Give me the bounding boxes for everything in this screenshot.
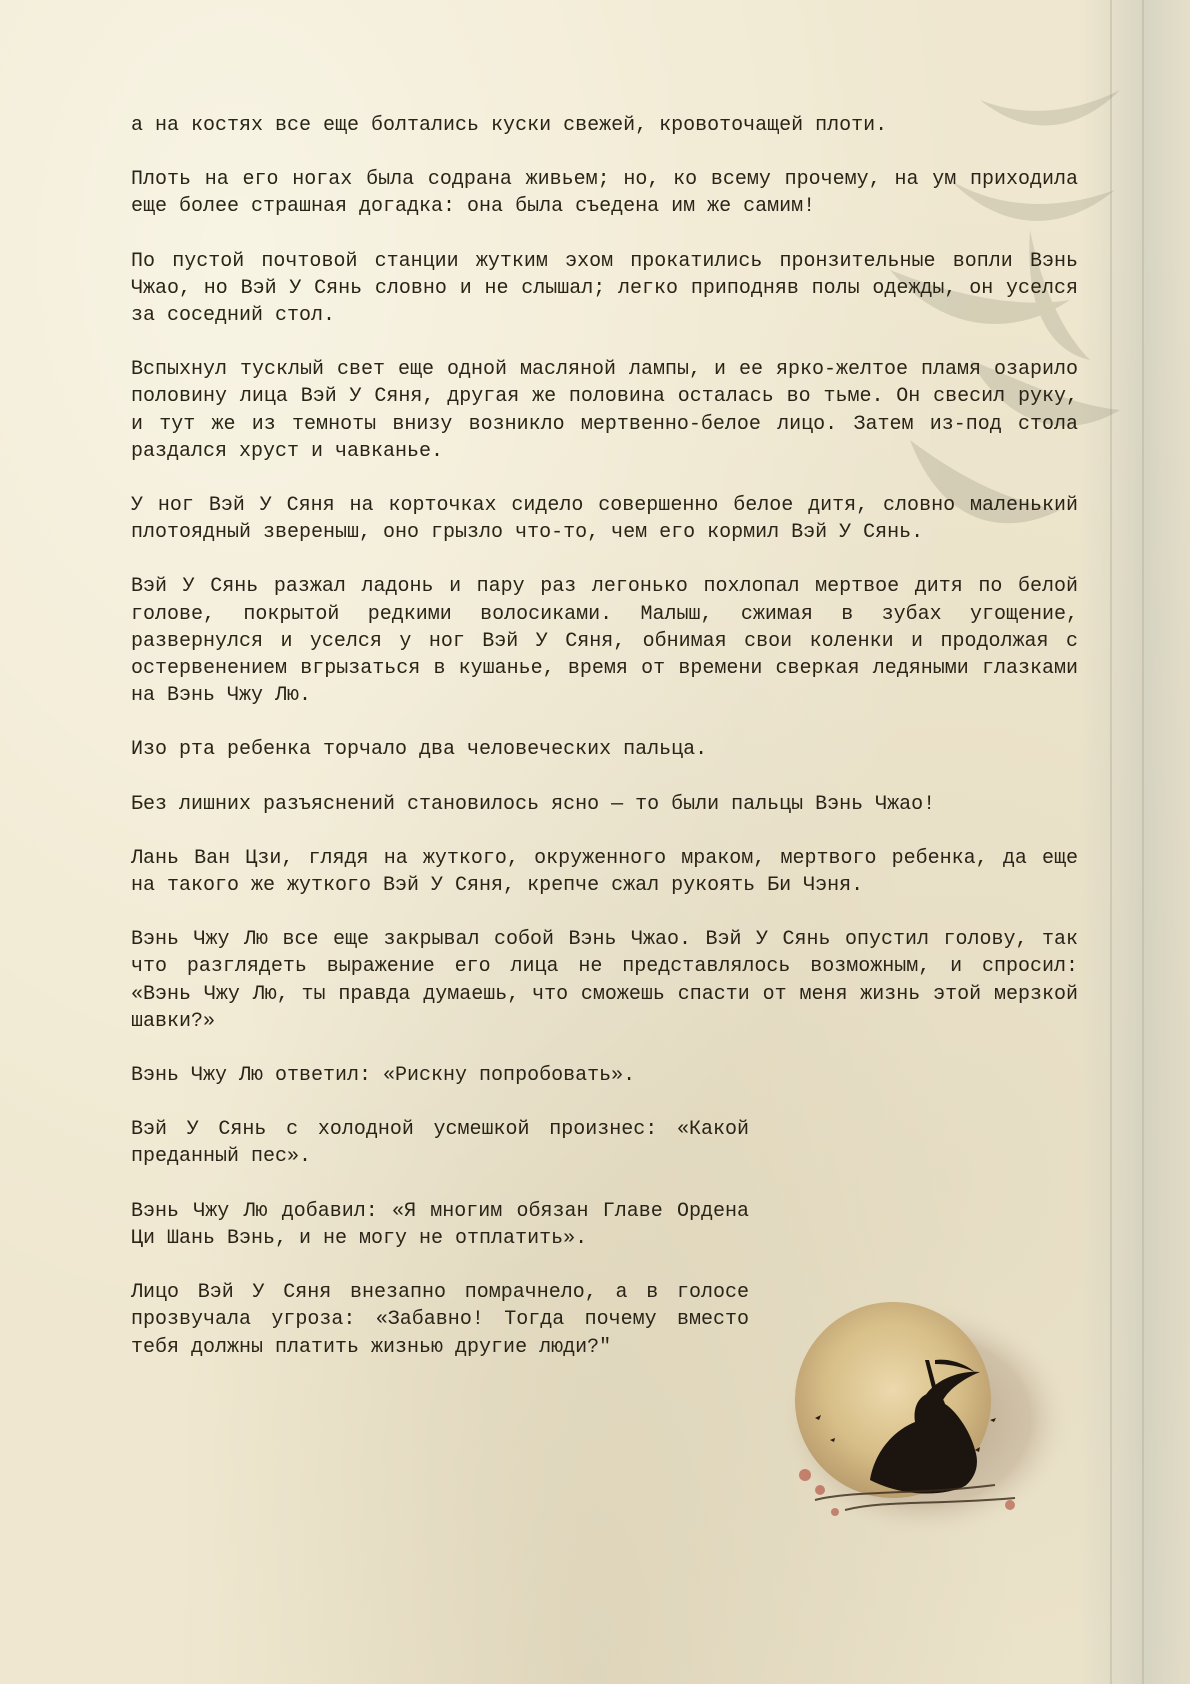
paragraph: Изо рта ребенка торчало два человеческих пальца. — [131, 738, 708, 762]
paragraph: У ног Вэй У Сяня на корточках сидело совершенно белое дитя, словно маленький плотоядный звереныш, оно грызло что-то, чем его кормил Вэй У Сянь. — [131, 494, 1078, 545]
paragraph: Плоть на его ногах была содрана живьем; но, ко всему прочему, на ум приходила еще более страшная догадка: она была съедена им же самим! — [131, 168, 1078, 219]
paragraph: По пустой почтовой станции жутким эхом прокатились пронзительные вопли Вэнь Чжао, но Вэй У Сянь словно и не слышал; легко приподняв полы одежды, он уселся за соседний стол. — [131, 249, 1078, 328]
paragraph: Вэй У Сянь с холодной усмешкой произнес: «Какой преданный пес». — [131, 1118, 749, 1169]
paragraph: Вэнь Чжу Лю ответил: «Рискну попробовать». — [131, 1064, 636, 1088]
strip-line — [1142, 0, 1144, 1684]
moon-silhouette-figure-icon — [775, 1300, 1075, 1540]
paragraph: Без лишних разъяснений становилось ясно — то были пальцы Вэнь Чжао! — [131, 792, 936, 816]
paragraph: Вспыхнул тусклый свет еще одной масляной лампы, и ее ярко-желтое пламя озарило половину лица Вэй У Сяня, другая же половина осталась во тьме. Он свесил руку, и тут же из темноты внизу возникло мертвенно-белое лицо. Затем из-под стола раздался хруст и чавканье. — [131, 358, 1078, 463]
paragraph: Вэнь Чжу Лю добавил: «Я многим обязан Главе Ордена Ци Шань Вэнь, и не могу не отплатить». — [131, 1199, 749, 1250]
paragraph: Вэнь Чжу Лю все еще закрывал собой Вэнь Чжао. Вэй У Сянь опустил голову, так что разглядеть выражение его лица не представлялось возможным, и спросил: «Вэнь Чжу Лю, ты правда думаешь, что сможешь спасти от меня жизнь этой мерзкой шавки?» — [131, 928, 1078, 1033]
story-text — [131, 112, 1078, 1388]
paragraph: а на костях все еще болтались куски свежей, кровоточащей плоти. — [131, 114, 888, 137]
paragraph: Лицо Вэй У Сяня внезапно помрачнело, а в голосе прозвучала угроза: «Забавно! Тогда почему вместо тебя должны платить жизнью другие люди?" — [131, 1281, 749, 1359]
paragraph: Лань Ван Цзи, глядя на жуткого, окруженного мраком, мертвого ребенка, да еще на такого же жуткого Вэй У Сяня, крепче сжал рукоять Би Чэня. — [131, 846, 1078, 898]
paragraph: Вэй У Сянь разжал ладонь и пару раз легонько похлопал мертвое дитя по белой голове, покрытой редкими волосиками. Малыш, сжимая в зубах угощение, развернулся и уселся у ног Вэй У Сяня, обнимая свои коленки и продолжая с остервенением вгрызаться в кушанье, время от времени сверкая ледяными глазками на Вэнь Чжу Лю. — [131, 575, 1078, 708]
